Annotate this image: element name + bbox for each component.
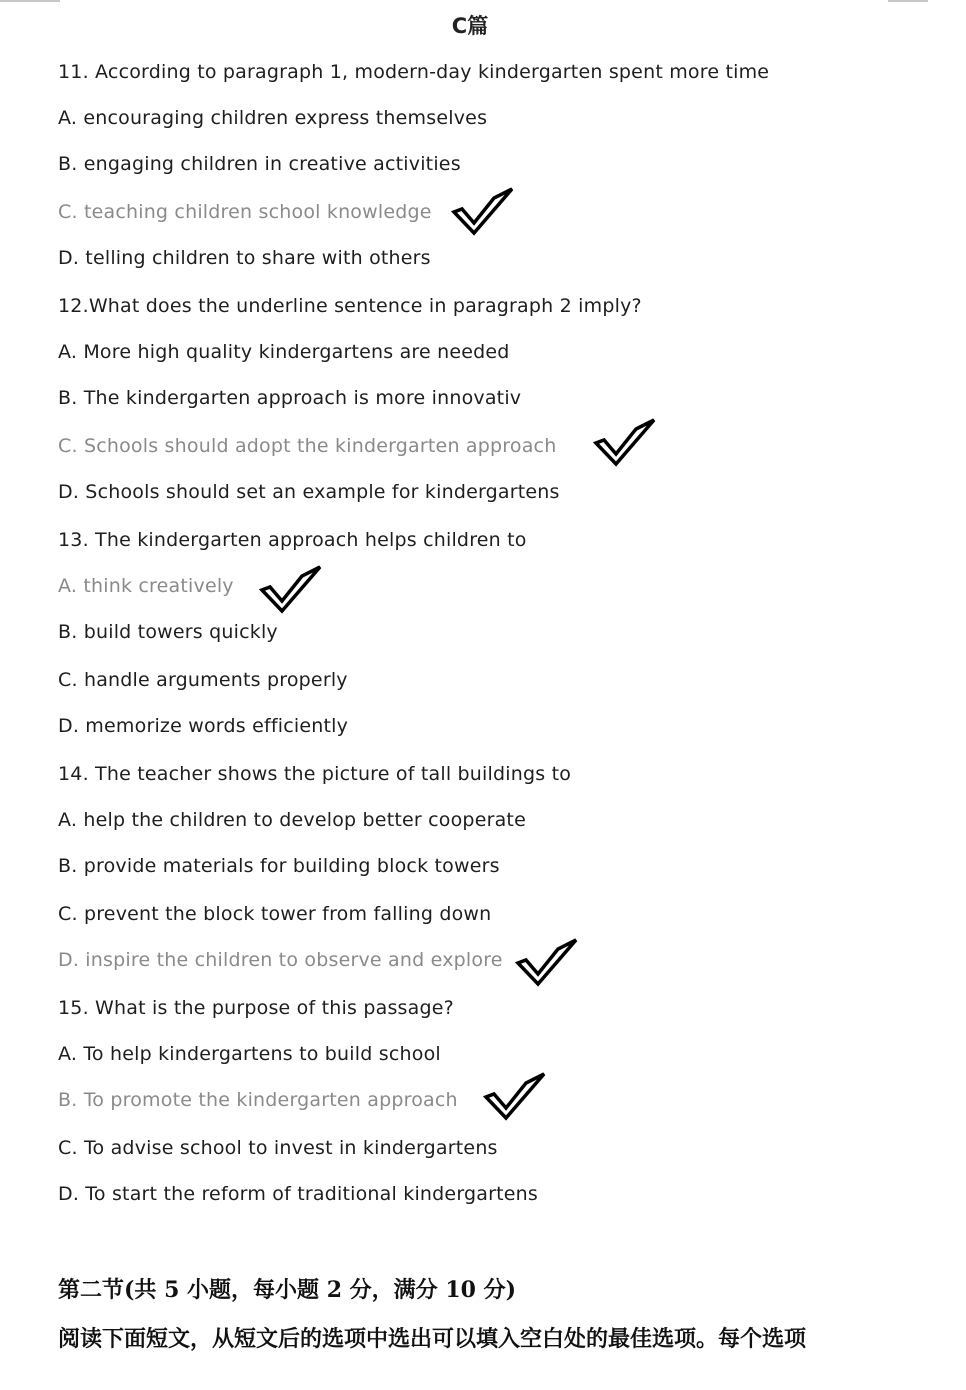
check-mark-icon <box>592 416 656 468</box>
question-13-option-a: A. think creatively <box>58 575 234 597</box>
question-11-option-a: A. encouraging children express themselves <box>58 107 488 129</box>
question-13-option-c: C. handle arguments properly <box>58 669 348 691</box>
page-edge-mark-left <box>0 0 60 2</box>
question-12-option-b: B. The kindergarten approach is more innovativ <box>58 387 522 409</box>
question-14-option-c: C. prevent the block tower from falling down <box>58 903 492 925</box>
question-14-option-d: D. inspire the children to observe and explore <box>58 949 503 971</box>
question-12-option-d: D. Schools should set an example for kindergartens <box>58 481 560 503</box>
question-11-option-d: D. telling children to share with others <box>58 247 431 269</box>
question-15-option-c: C. To advise school to invest in kindergartens <box>58 1137 498 1159</box>
section-2-instruction: 阅读下面短文，从短文后的选项中选出可以填入空白处的最佳选项。每个选项 <box>58 1326 807 1352</box>
question-14-stem: 14. The teacher shows the picture of tall buildings to <box>58 763 572 785</box>
section-c-title: C篇 <box>451 14 489 38</box>
question-14-option-b: B. provide materials for building block towers <box>58 855 500 877</box>
question-11-option-b: B. engaging children in creative activities <box>58 153 461 175</box>
page-edge-mark-right <box>888 0 928 2</box>
question-12-option-c: C. Schools should adopt the kindergarten approach <box>58 435 557 457</box>
question-15-option-d: D. To start the reform of traditional kindergartens <box>58 1183 538 1205</box>
question-12-option-a: A. More high quality kindergartens are needed <box>58 341 510 363</box>
check-mark-icon <box>258 563 322 615</box>
question-15-stem: 15. What is the purpose of this passage? <box>58 997 454 1019</box>
check-mark-icon <box>482 1070 546 1122</box>
question-15-option-b: B. To promote the kindergarten approach <box>58 1089 458 1111</box>
question-13-option-b: B. build towers quickly <box>58 621 278 643</box>
question-13-stem: 13. The kindergarten approach helps children to <box>58 529 527 551</box>
question-11-option-c: C. teaching children school knowledge <box>58 201 432 223</box>
question-15-option-a: A. To help kindergartens to build school <box>58 1043 441 1065</box>
question-11-stem: 11. According to paragraph 1, modern-day kindergarten spent more time <box>58 61 770 83</box>
question-13-option-d: D. memorize words efficiently <box>58 715 349 737</box>
question-14-option-a: A. help the children to develop better cooperate <box>58 809 526 831</box>
check-mark-icon <box>514 936 578 988</box>
section-2-title: 第二节(共 5 小题，每小题 2 分，满分 10 分) <box>58 1277 517 1303</box>
question-12-stem: 12.What does the underline sentence in paragraph 2 imply? <box>58 295 642 317</box>
check-mark-icon <box>450 185 514 237</box>
